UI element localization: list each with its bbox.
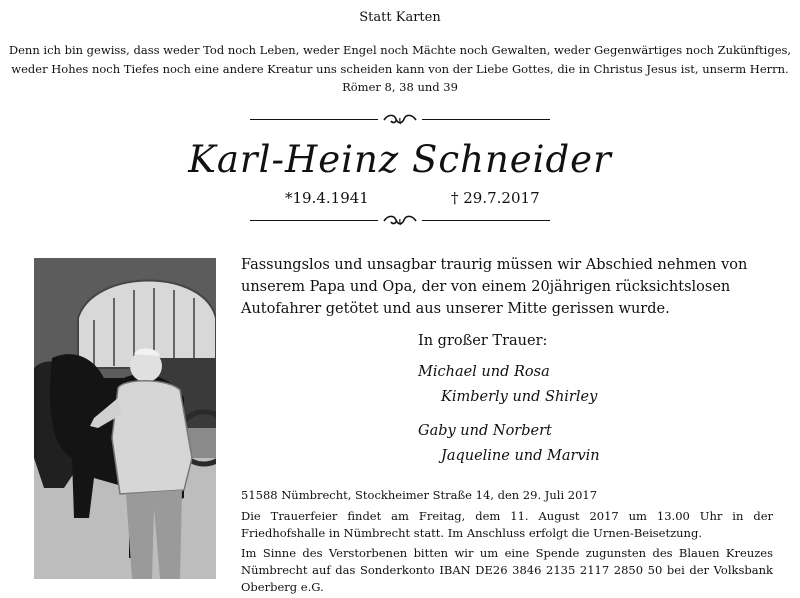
donation-info: Im Sinne des Verstorbenen bitten wir um eine Spende zugunsten des Blauen Kreuzes Nümbrecht auf das Sonderkonto IBAN DE26 3846 2135 2117 2850 50 bei der Volksbank Oberberg e.G. bbox=[241, 546, 773, 594]
death-date: † 29.7.2017 bbox=[451, 189, 540, 207]
address-line: 51588 Nümbrecht, Stockheimer Straße 14, den 29. Juli 2017 bbox=[241, 488, 598, 502]
family-line: Jaqueline und Marvin bbox=[441, 448, 600, 464]
header-label: Statt Karten bbox=[359, 10, 441, 25]
family-line: Kimberly und Shirley bbox=[441, 389, 598, 405]
photo-man-with-horse-and-carriage bbox=[34, 258, 216, 579]
family-line: Gaby und Norbert bbox=[418, 423, 552, 439]
bible-verse-line-2: weder Hohes noch Tiefes noch eine andere Kreatur uns scheiden kann von der Liebe Gottes, die in Christus Jesus ist, unserm Herrn. bbox=[11, 62, 789, 76]
bible-verse-reference: Römer 8, 38 und 39 bbox=[342, 80, 458, 94]
ornament-divider-top bbox=[250, 112, 550, 128]
birth-date: *19.4.1941 bbox=[285, 189, 369, 207]
ornament-divider-bottom bbox=[250, 213, 550, 229]
deceased-name: Karl-Heinz Schneider bbox=[188, 138, 612, 181]
family-line: Michael und Rosa bbox=[418, 364, 550, 380]
portrait-photo bbox=[34, 258, 216, 579]
flourish-icon bbox=[382, 213, 418, 229]
farewell-message: Fassungslos und unsagbar traurig müssen wir Abschied nehmen von unserem Papa und Opa, der von einem 20jährigen rücksichtslosen Autofahrer getötet und aus unserer Mitte gerissen wurde. bbox=[241, 257, 748, 317]
ceremony-info: Die Trauerfeier findet am Freitag, dem 11. August 2017 um 13.00 Uhr in der Friedhofshalle in Nümbrecht statt. Im Anschluss erfolgt die Urnen-Beisetzung. bbox=[241, 509, 773, 540]
mourning-label: In großer Trauer: bbox=[418, 333, 548, 349]
bible-verse-line-1: Denn ich bin gewiss, dass weder Tod noch Leben, weder Engel noch Mächte noch Gewalten, weder Gegenwärtiges noch Zukünftiges, bbox=[8, 43, 792, 57]
flourish-icon bbox=[382, 112, 418, 128]
